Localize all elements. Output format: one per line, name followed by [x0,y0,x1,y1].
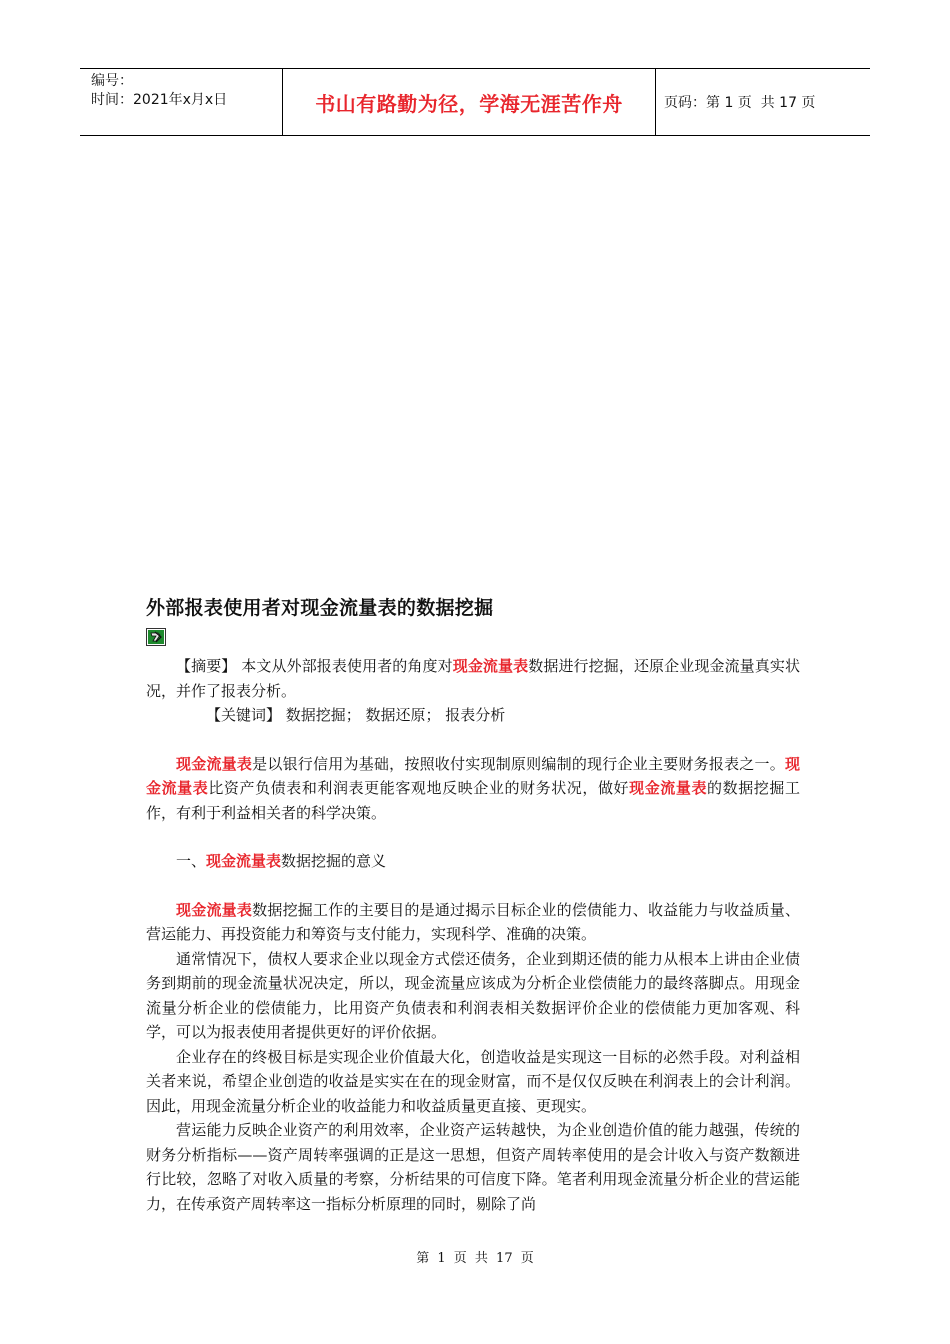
time-label: 时间：2021年x月x日 [91,92,228,108]
page-label: 页码：第 1 页 共 17 页 [664,95,816,111]
section-heading [146,849,800,874]
article-title: 外部报表使用者对现金流量表的数据挖掘 [146,597,494,619]
header-table [80,68,870,136]
motto: 书山有路勤为径，学海无涯苦作舟 [282,69,656,135]
document-link-icon[interactable] [146,628,166,646]
paragraph [146,898,800,947]
keyword-link[interactable]: 现金流量表 [146,754,800,797]
paragraph [146,752,800,826]
keyword-link[interactable]: 现金流量表 [176,900,253,919]
paragraph: 企业存在的终极目标是实现企业价值最大化，创造收益是实现这一目标的必然手段。对利益相关者来说，希望企业创造的收益是实实在在的现金财富，而不是仅仅反映在利润表上的会计利润。因此，用现金流量分析企业的收益能力和收益质量更直接、更现实。 [146,1047,800,1115]
paragraph: 营运能力反映企业资产的利用效率，企业资产运转越快，为企业创造价值的能力越强，传统的财务分析指标——资产周转率强调的正是这一思想，但资产周转率使用的是会计收入与资产数额进行比较，忽略了对收入质量的考察，分析结果的可信度下降。笔者利用现金流量分析企业的营运能力，在传承资产周转率这一指标分析原理的同时，剔除了尚 [146,1121,800,1213]
keyword-link[interactable]: 现金流量表 [452,657,529,675]
section-number: 一、 [176,852,207,870]
number-label: 编号： [91,73,133,89]
article-body [146,654,800,1216]
abstract [146,654,800,703]
abstract-text: 数据进行挖掘，还原企业现金流量真实状况，并作了报表分析。 [146,657,800,700]
keywords: 【关键词】 数据挖掘； 数据还原； 报表分析 [206,706,506,724]
header-meta [80,69,282,135]
keyword-link[interactable]: 现金流量表 [176,754,253,773]
paragraph: 通常情况下，债权人要求企业以现金方式偿还债务，企业到期还债的能力从根本上讲由企业债务到期前的现金流量状况决定，所以，现金流量应该成为分析企业偿债能力的最终落脚点。用现金流量分析企业的偿债能力，比用资产负债表和利润表相关数据评价企业的偿债能力更加客观、科学，可以为报表使用者提供更好的评价依据。 [146,949,800,1041]
paragraph-text: 的数据挖掘工作，有利于利益相关者的科学决策。 [146,779,800,822]
section-title: 数据挖掘的意义 [281,852,387,870]
paragraph-text: 是以银行信用为基础，按照收付实现制原则编制的现行企业主要财务报表之一。 [252,754,785,773]
abstract-text: 【摘要】 本文从外部报表使用者的角度对 [176,657,453,675]
keyword-link[interactable]: 现金流量表 [629,779,708,797]
keyword-link[interactable]: 现金流量表 [206,852,282,870]
header-page-info [656,69,870,135]
paragraph-text: 数据挖掘工作的主要目的是通过揭示目标企业的偿债能力、收益能力与收益质量、营运能力、再投资能力和筹资与支付能力，实现科学、准确的决策。 [146,900,800,943]
page-footer: 第 1 页 共 17 页 [416,1251,534,1266]
paragraph-text: 比资产负债表和利润表更能客观地反映企业的财务状况，做好 [208,779,630,797]
